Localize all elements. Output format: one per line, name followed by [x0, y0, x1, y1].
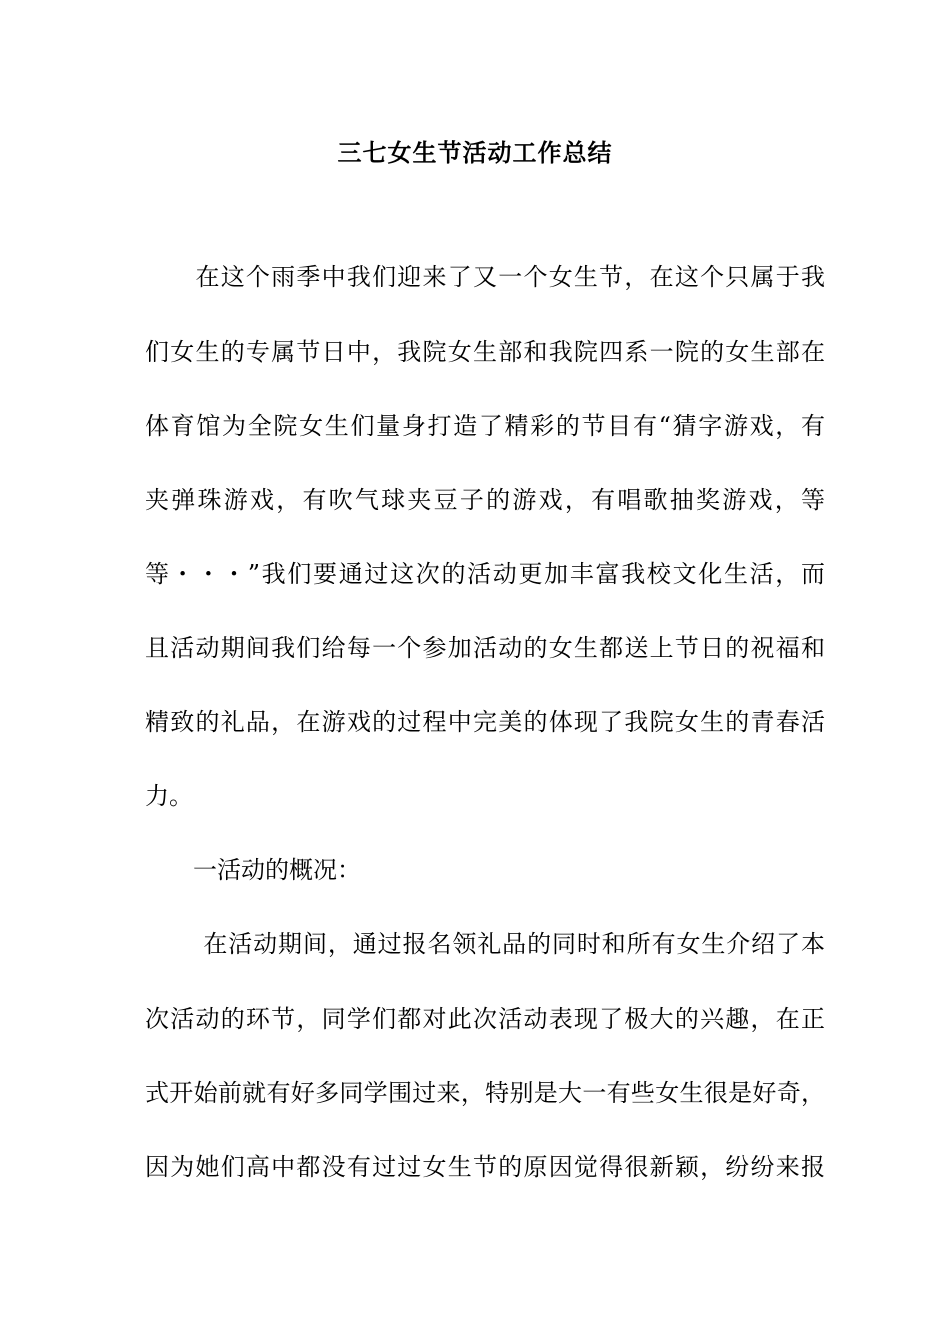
paragraph-line: 式开始前就有好多同学围过来，特别是大一有些女生很是好奇， — [145, 1079, 825, 1107]
paragraph-line: 因为她们高中都没有过过女生节的原因觉得很新颖，纷纷来报 — [145, 1153, 825, 1181]
paragraph-line: 在活动期间，通过报名领礼品的同时和所有女生介绍了本 — [145, 930, 825, 958]
paragraph-line: 力。 — [145, 782, 193, 810]
paragraph-line: 在这个雨季中我们迎来了又一个女生节，在这个只属于我 — [145, 263, 825, 291]
paragraph-line: 次活动的环节，同学们都对此次活动表现了极大的兴趣，在正 — [145, 1005, 825, 1033]
paragraph-line: 精致的礼品，在游戏的过程中完美的体现了我院女生的青春活 — [145, 708, 825, 736]
section-heading: 一活动的概况： — [145, 856, 361, 884]
document-title: 三七女生节活动工作总结 — [337, 138, 613, 167]
paragraph-line: 等・・・”我们要通过这次的活动更加丰富我校文化生活，而 — [145, 560, 825, 588]
paragraph-line: 体育馆为全院女生们量身打造了精彩的节目有“猜字游戏，有 — [145, 412, 825, 440]
paragraph-line: 们女生的专属节日中，我院女生部和我院四系一院的女生部在 — [145, 338, 825, 366]
paragraph-line: 且活动期间我们给每一个参加活动的女生都送上节日的祝福和 — [145, 634, 825, 662]
paragraph-line: 夹弹珠游戏，有吹气球夹豆子的游戏，有唱歌抽奖游戏，等 — [145, 486, 825, 514]
